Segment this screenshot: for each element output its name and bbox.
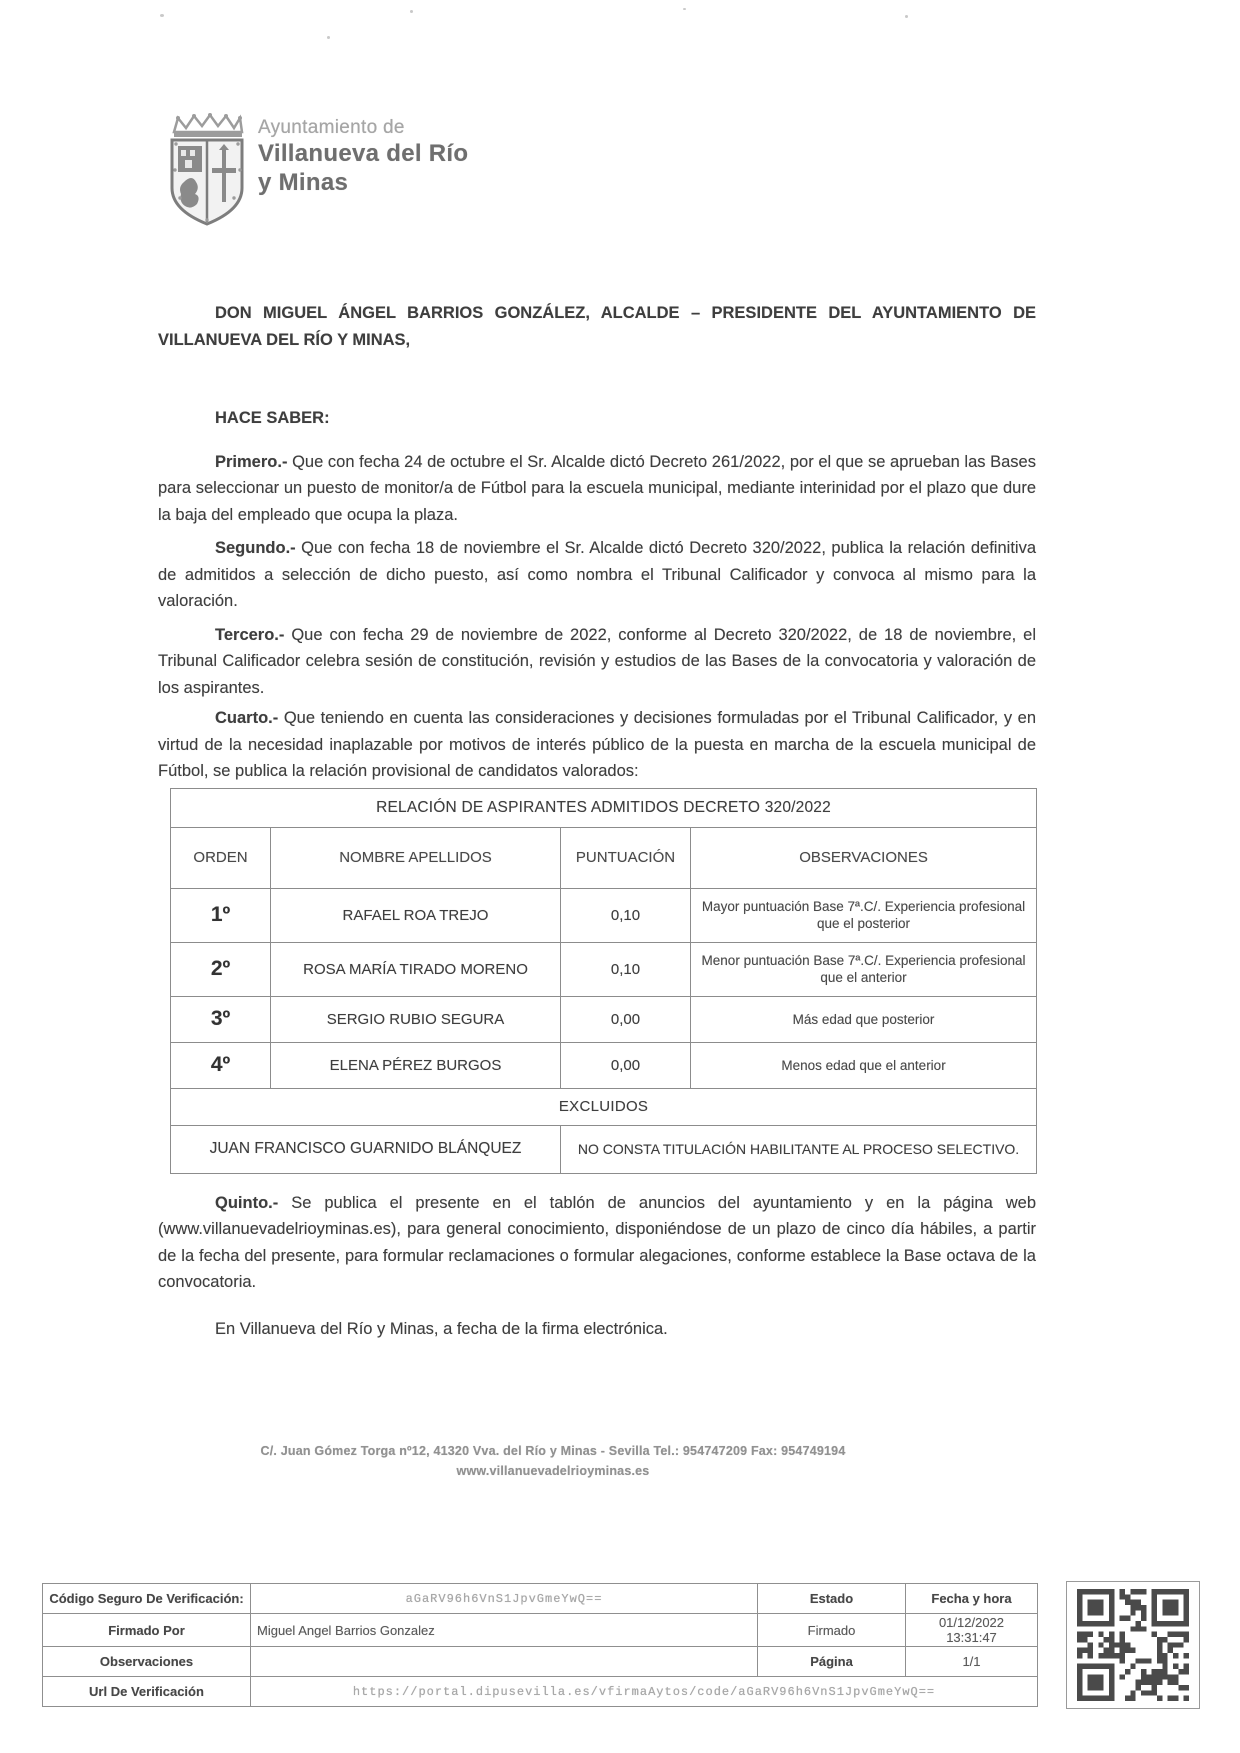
footer-address-block: [158, 1441, 948, 1481]
signature-verification-table: [42, 1583, 1038, 1707]
verification-row: [43, 1677, 1038, 1707]
estado-value: Firmado: [758, 1614, 906, 1647]
paragraph-cuarto: [158, 705, 1036, 785]
firmado-por-value: Miguel Angel Barrios Gonzalez: [251, 1614, 758, 1647]
paragraph-lead: Primero.-: [215, 452, 288, 471]
verification-row: [43, 1647, 1038, 1677]
paragraph-segundo: [158, 535, 1036, 615]
cell-observaciones: Menor puntuación Base 7ª.C/. Experiencia profesional que el anterior: [691, 942, 1037, 996]
cell-orden: 1º: [171, 888, 271, 942]
paragraph-quinto: [158, 1190, 1036, 1296]
cell-puntuacion: 0,10: [561, 942, 691, 996]
org-name-line3: y Minas: [258, 169, 349, 197]
paragraph-lead: Quinto.-: [215, 1193, 279, 1212]
document-body: [158, 300, 1036, 1342]
table-title: RELACIÓN DE ASPIRANTES ADMITIDOS DECRETO 320/2022: [171, 788, 1037, 827]
cell-orden: 2º: [171, 942, 271, 996]
url-label: Url De Verificación: [43, 1677, 251, 1707]
col-header-puntuacion: PUNTUACIÓN: [561, 827, 691, 888]
scan-speck: [683, 8, 686, 10]
cell-observaciones: Más edad que posterior: [691, 996, 1037, 1042]
paragraph-lead: Cuarto.-: [215, 709, 279, 727]
cell-nombre: RAFAEL ROA TREJO: [271, 888, 561, 942]
verification-row: [43, 1614, 1038, 1647]
paragraph-lead: Tercero.-: [215, 625, 285, 644]
scan-speck: [905, 15, 908, 18]
paragraph-lead: Segundo.-: [215, 539, 296, 557]
table-row: [171, 996, 1037, 1042]
excluded-row: [171, 1125, 1037, 1173]
table-row: [171, 1042, 1037, 1088]
fecha-value: 01/12/2022 13:31:47: [906, 1614, 1038, 1647]
paragraph-primero: [158, 449, 1036, 529]
csv-label: Código Seguro De Verificación:: [43, 1584, 251, 1614]
cell-nombre: ROSA MARÍA TIRADO MORENO: [271, 942, 561, 996]
csv-value: aGaRV96h6VnS1JpvGmeYwQ==: [251, 1584, 758, 1614]
scan-speck: [160, 14, 164, 17]
firmado-por-label: Firmado Por: [43, 1614, 251, 1647]
qr-code-icon: [1077, 1589, 1189, 1701]
col-header-observaciones: OBSERVACIONES: [691, 827, 1037, 888]
paragraph-text: Se publica el presente en el tablón de anuncios del ayuntamiento y en la página web (www.villanuevadelrioyminas.es), para general conocimiento, disponiéndose de un plazo de cinco día hábiles, a partir de la fecha del presente, para formular reclamaciones o formular alegaciones, conforme establece la Base octava de la convocatoria.: [158, 1193, 1036, 1291]
paragraph-text: Que con fecha 18 de noviembre el Sr. Alcalde dictó Decreto 320/2022, publica la relación definitiva de admitidos a selección de dicho puesto, así como nombra el Tribunal Calificador y convoca al mismo para la valoración.: [158, 539, 1036, 610]
cell-observaciones: Mayor puntuación Base 7ª.C/. Experiencia profesional que el posterior: [691, 888, 1037, 942]
table-row: [171, 942, 1037, 996]
cell-puntuacion: 0,00: [561, 1042, 691, 1088]
cell-puntuacion: 0,00: [561, 996, 691, 1042]
candidates-table: [170, 788, 1037, 1174]
qr-code: [1066, 1581, 1200, 1709]
cell-nombre: SERGIO RUBIO SEGURA: [271, 996, 561, 1042]
org-name-line2: Villanueva del Río: [258, 140, 469, 168]
table-row: [171, 888, 1037, 942]
paragraph-text: Que con fecha 24 de octubre el Sr. Alcalde dictó Decreto 261/2022, por el que se aprueban las Bases para seleccionar un puesto de monitor/a de Fútbol para la escuela municipal, mediante interinidad por el plazo que dure la baja del empleado que ocupa la plaza.: [158, 452, 1036, 524]
paragraph-text: Que con fecha 29 de noviembre de 2022, conforme al Decreto 320/2022, de 18 de noviembre, el Tribunal Calificador celebra sesión de constitución, revisión y estudios de las Bases de la convocatoria y valoración de los aspirantes.: [158, 625, 1036, 697]
cell-orden: 4º: [171, 1042, 271, 1088]
excluidos-header: EXCLUIDOS: [171, 1088, 1037, 1125]
hace-saber-heading: HACE SABER:: [215, 409, 330, 427]
fecha-label: Fecha y hora: [906, 1584, 1038, 1614]
url-value: https://portal.dipusevilla.es/vfirmaAytos/code/aGaRV96h6VnS1JpvGmeYwQ==: [251, 1677, 1038, 1707]
scan-speck: [327, 36, 330, 39]
cell-nombre: ELENA PÉREZ BURGOS: [271, 1042, 561, 1088]
cell-observaciones: Menos edad que el anterior: [691, 1042, 1037, 1088]
org-name-prefix: Ayuntamiento de: [258, 117, 405, 138]
col-header-nombre: NOMBRE APELLIDOS: [271, 827, 561, 888]
observaciones-label: Observaciones: [43, 1647, 251, 1677]
col-header-orden: ORDEN: [171, 827, 271, 888]
table-header-row: [171, 827, 1037, 888]
paragraph-tercero: [158, 622, 1036, 702]
cell-excluded-nombre: JUAN FRANCISCO GUARNIDO BLÁNQUEZ: [171, 1125, 561, 1173]
coat-of-arms-icon: [166, 110, 248, 228]
footer-address: C/. Juan Gómez Torga nº12, 41320 Vva. del Río y Minas - Sevilla Tel.: 954747209 Fax: 954749194: [260, 1444, 846, 1458]
verification-row: [43, 1584, 1038, 1614]
municipality-logo: [166, 110, 468, 228]
document-title: DON MIGUEL ÁNGEL BARRIOS GONZÁLEZ, ALCALDE – PRESIDENTE DEL AYUNTAMIENTO DE VILLANUEVA DEL RÍO Y MINAS,: [158, 304, 1036, 349]
footer-website: www.villanuevadelrioyminas.es: [456, 1464, 650, 1478]
observaciones-value: [251, 1647, 758, 1677]
pagina-value: 1/1: [906, 1647, 1038, 1677]
paragraph-text: Que teniendo en cuenta las consideraciones y decisiones formuladas por el Tribunal Calificador, y en virtud de la necesidad inaplazable por motivos de interés público de la puesta en marcha de la escuela municipal de Fútbol, se publica la relación provisional de candidatos valorados:: [158, 709, 1036, 780]
cell-orden: 3º: [171, 996, 271, 1042]
pagina-label: Página: [758, 1647, 906, 1677]
closing-line: En Villanueva del Río y Minas, a fecha de la firma electrónica.: [215, 1319, 668, 1338]
scan-speck: [410, 10, 413, 13]
estado-label: Estado: [758, 1584, 906, 1614]
cell-excluded-observaciones: NO CONSTA TITULACIÓN HABILITANTE AL PROCESO SELECTIVO.: [561, 1125, 1037, 1173]
cell-puntuacion: 0,10: [561, 888, 691, 942]
